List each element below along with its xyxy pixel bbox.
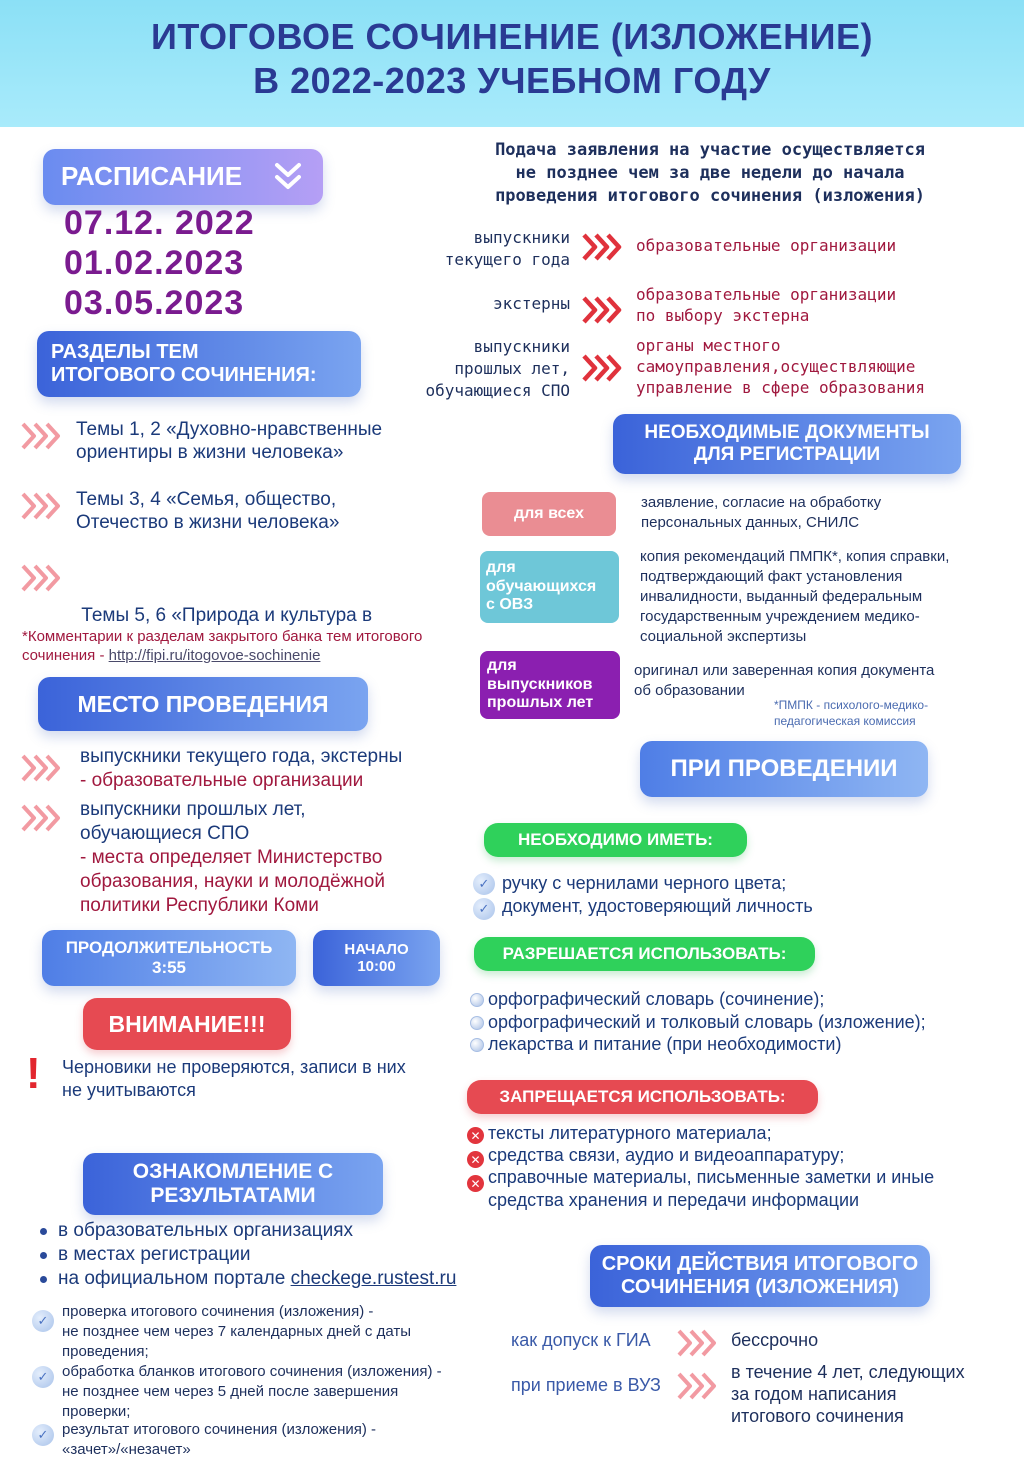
application-who-3-line-3: обучающиеся СПО bbox=[425, 381, 570, 400]
results-badge bbox=[83, 1153, 383, 1215]
validity-term-2-line-1: в течение 4 лет, следующих bbox=[731, 1362, 965, 1382]
header-banner bbox=[0, 0, 1024, 127]
results-step-3-line-1: результат итогового сочинения (изложения) - bbox=[62, 1421, 377, 1438]
validity-term-2 bbox=[731, 1361, 965, 1427]
forbidden-item-3-line-2: средства хранения и передачи информации bbox=[488, 1190, 860, 1210]
schedule-date-2: 01.02.2023 bbox=[64, 244, 245, 282]
results-label-line-1: ОЗНАКОМЛЕНИЕ С bbox=[132, 1159, 334, 1183]
doc-text-ovz-line-3: инвалидности, выданный федеральным bbox=[640, 588, 923, 605]
results-step-1 bbox=[62, 1302, 411, 1362]
application-heading-line-2: не позднее чем за две недели до начала bbox=[515, 163, 905, 183]
forbidden-item-3 bbox=[488, 1166, 934, 1212]
forbidden-item-1: тексты литературного материала; bbox=[488, 1123, 772, 1143]
circle-bullet-icon bbox=[470, 1038, 484, 1052]
pmpk-footnote-line-2: педагогическая комиссия bbox=[774, 714, 916, 728]
duration-badge bbox=[42, 930, 296, 986]
results-place-2: в местах регистрации bbox=[58, 1244, 251, 1265]
fipi-link[interactable]: http://fipi.ru/itogovoe-sochinenie bbox=[108, 647, 321, 664]
results-place-3 bbox=[58, 1267, 456, 1290]
application-where-1-line-1: образовательные организации bbox=[636, 236, 897, 255]
triple-chevron-icon bbox=[580, 229, 626, 265]
doc-text-all-line-2: персональных данных, СНИЛС bbox=[641, 514, 860, 531]
start-value: 10:00 bbox=[357, 958, 396, 975]
triple-chevron-icon bbox=[20, 560, 64, 596]
attention-label: ВНИМАНИЕ!!! bbox=[108, 1010, 266, 1037]
validity-label-line-1: СРОКИ ДЕЙСТВИЯ ИТОГОВОГО bbox=[601, 1253, 919, 1275]
results-step-2-line-2: не позднее чем через 5 дней после завершения bbox=[62, 1383, 399, 1400]
attention-badge bbox=[83, 998, 291, 1050]
circle-bullet-icon bbox=[470, 1016, 484, 1030]
doc-text-ovz-line-2: подтверждающий факт установления bbox=[640, 568, 903, 585]
application-who-2 bbox=[360, 293, 570, 315]
venue-item-2-red-3: политики Республики Коми bbox=[80, 895, 319, 916]
results-place-1: в образовательных организациях bbox=[58, 1220, 354, 1241]
venue-item-2-red-2: образования, науки и молодёжной bbox=[80, 871, 385, 892]
check-icon: ✓ bbox=[32, 1424, 54, 1446]
results-label-line-2: РЕЗУЛЬТАТАМИ bbox=[150, 1184, 316, 1207]
doc-text-all bbox=[641, 493, 881, 533]
need-item-2: документ, удостоверяющий личность bbox=[502, 896, 813, 916]
duration-value: 3:55 bbox=[151, 958, 187, 977]
application-who-1-line-1: выпускники bbox=[473, 228, 570, 247]
doc-text-ovz bbox=[640, 547, 949, 647]
venue-item-1-red: - образовательные организации bbox=[80, 770, 364, 791]
triple-chevron-icon bbox=[20, 488, 64, 524]
topics-badge bbox=[37, 331, 361, 397]
during-badge bbox=[640, 741, 928, 797]
results-step-2-line-3: проверки; bbox=[62, 1403, 131, 1420]
checkege-link[interactable]: checkege.rustest.ru bbox=[290, 1268, 457, 1289]
forbidden-item-2: средства связи, аудио и видеоаппаратуру; bbox=[488, 1145, 845, 1165]
doc-text-past-line-2: об образовании bbox=[634, 682, 745, 699]
start-badge bbox=[313, 930, 440, 986]
topic-item-2 bbox=[76, 488, 339, 534]
topic-item-2-line-2: Отечество в жизни человека» bbox=[76, 512, 340, 533]
validity-term-1: бессрочно bbox=[731, 1330, 819, 1350]
validity-case-2: при приеме в ВУЗ bbox=[511, 1375, 661, 1395]
validity-badge bbox=[590, 1245, 930, 1307]
pmpk-footnote bbox=[774, 697, 928, 729]
doc-text-past-line-1: оригинал или заверенная копия документа bbox=[634, 662, 935, 679]
venue-item-1-line-1: выпускники текущего года, экстерны bbox=[80, 746, 403, 767]
allowed-item-3: лекарства и питание (при необходимости) bbox=[488, 1034, 842, 1054]
bullet-icon bbox=[40, 1228, 47, 1235]
application-who-3-line-2: прошлых лет, bbox=[454, 359, 570, 378]
application-where-3-line-2: самоуправления,осуществляющие bbox=[636, 357, 916, 376]
documents-badge bbox=[613, 414, 961, 474]
results-step-3 bbox=[62, 1420, 376, 1459]
cross-icon: ✕ bbox=[467, 1127, 484, 1144]
results-step-2 bbox=[62, 1362, 442, 1422]
validity-label-line-2: СОЧИНЕНИЯ (ИЗЛОЖЕНИЯ) bbox=[620, 1276, 900, 1298]
doc-tag-past-line-3: прошлых лет bbox=[487, 694, 594, 712]
doc-text-ovz-line-4: государственным учреждением медико- bbox=[640, 608, 920, 625]
topic-item-1-line-1: Темы 1, 2 «Духовно-нравственные bbox=[76, 419, 383, 440]
during-label: ПРИ ПРОВЕДЕНИИ bbox=[670, 755, 898, 783]
topic-item-2-line-1: Темы 3, 4 «Семья, общество, bbox=[76, 489, 337, 510]
forbidden-badge bbox=[467, 1080, 818, 1114]
application-who-1-line-2: текущего года bbox=[444, 250, 570, 269]
triple-chevron-icon bbox=[676, 1325, 720, 1361]
topic-item-3-line-1: Темы 5, 6 «Природа и культура в bbox=[76, 605, 373, 626]
topics-label-line-1: РАЗДЕЛЫ ТЕМ bbox=[51, 341, 199, 363]
page-title-line-2: В 2022-2023 УЧЕБНОМ ГОДУ bbox=[253, 60, 771, 101]
topics-comment bbox=[22, 627, 482, 665]
allowed-item-2: орфографический и толковый словарь (изложение); bbox=[488, 1012, 926, 1032]
topic-item-1-line-2: ориентиры в жизни человека» bbox=[76, 442, 344, 463]
check-icon: ✓ bbox=[32, 1366, 54, 1388]
duration-label: ПРОДОЛЖИТЕЛЬНОСТЬ bbox=[65, 938, 273, 958]
validity-term-2-line-3: итогового сочинения bbox=[731, 1406, 904, 1426]
application-where-1 bbox=[636, 235, 896, 256]
cross-icon: ✕ bbox=[467, 1151, 484, 1168]
pmpk-footnote-line-1: *ПМПК - психолого-медико- bbox=[774, 698, 929, 712]
doc-text-ovz-line-1: копия рекомендаций ПМПК*, копия справки, bbox=[640, 548, 950, 565]
check-icon: ✓ bbox=[473, 898, 495, 920]
results-step-1-line-2: не позднее чем через 7 календарных дней с даты bbox=[62, 1323, 412, 1340]
forbidden-label: ЗАПРЕЩАЕТСЯ ИСПОЛЬЗОВАТЬ: bbox=[499, 1087, 786, 1107]
triple-chevron-icon bbox=[580, 292, 626, 328]
allowed-label: РАЗРЕШАЕТСЯ ИСПОЛЬЗОВАТЬ: bbox=[502, 944, 787, 964]
venue-item-2-red-1: - места определяет Министерство bbox=[80, 847, 383, 868]
venue-label: МЕСТО ПРОВЕДЕНИЯ bbox=[77, 690, 329, 717]
triple-chevron-icon bbox=[676, 1368, 720, 1404]
application-where-3-line-3: управление в сфере образования bbox=[636, 378, 925, 397]
results-step-1-line-1: проверка итогового сочинения (изложения) - bbox=[62, 1303, 374, 1320]
triple-chevron-icon bbox=[20, 800, 64, 836]
results-step-3-line-2: «зачет»/«незачет» bbox=[62, 1441, 191, 1458]
attention-text-line-2: не учитываются bbox=[62, 1080, 196, 1100]
validity-case-1: как допуск к ГИА bbox=[511, 1330, 651, 1350]
results-portal-prefix: на официальном портале bbox=[58, 1268, 291, 1289]
bullet-icon bbox=[40, 1252, 47, 1259]
triple-chevron-icon bbox=[20, 750, 64, 786]
application-where-3 bbox=[636, 335, 925, 398]
page-title-line-1: ИТОГОВОЕ СОЧИНЕНИЕ (ИЗЛОЖЕНИЕ) bbox=[151, 16, 873, 57]
need-badge bbox=[484, 823, 747, 857]
topics-comment-line-1: *Комментарии к разделам закрытого банка тем итогового bbox=[22, 628, 423, 645]
forbidden-item-3-line-1: справочные материалы, письменные заметки и иные bbox=[488, 1167, 935, 1187]
application-heading-line-1: Подача заявления на участие осуществляется bbox=[495, 140, 925, 160]
schedule-date-3: 03.05.2023 bbox=[64, 284, 245, 322]
double-chevron-down-icon bbox=[273, 159, 303, 195]
venue-item-1 bbox=[80, 745, 402, 793]
doc-tag-past-line-1: для bbox=[487, 657, 517, 675]
doc-tag-past bbox=[480, 651, 620, 719]
topics-comment-prefix: сочинения - bbox=[22, 647, 109, 664]
application-heading-line-3: проведения итогового сочинения (изложения) bbox=[495, 186, 925, 206]
results-step-2-line-1: обработка бланков итогового сочинения (изложения) - bbox=[62, 1363, 442, 1380]
application-who-3 bbox=[340, 336, 570, 402]
topic-item-1 bbox=[76, 418, 382, 464]
schedule-date-1: 07.12. 2022 bbox=[64, 204, 255, 242]
application-where-2-line-1: образовательные организации bbox=[636, 285, 897, 304]
doc-tag-ovz-line-1: для bbox=[486, 559, 516, 577]
application-where-2 bbox=[636, 284, 896, 326]
doc-tag-past-line-2: выпускников bbox=[487, 675, 593, 693]
schedule-label: РАСПИСАНИЕ bbox=[61, 161, 243, 192]
exclamation-icon: ! bbox=[26, 1049, 41, 1098]
cross-icon: ✕ bbox=[467, 1175, 484, 1192]
topics-label-line-2: ИТОГОВОГО СОЧИНЕНИЯ: bbox=[51, 364, 317, 386]
allowed-badge bbox=[474, 937, 815, 971]
doc-text-all-line-1: заявление, согласие на обработку bbox=[641, 494, 882, 511]
venue-item-2-line-1: выпускники прошлых лет, bbox=[80, 799, 306, 820]
doc-tag-ovz-line-2: обучающихся bbox=[486, 577, 597, 595]
validity-term-2-line-2: за годом написания bbox=[731, 1384, 897, 1404]
start-label: НАЧАЛО bbox=[344, 940, 409, 958]
attention-text bbox=[62, 1056, 406, 1102]
venue-item-2 bbox=[80, 798, 385, 918]
check-icon: ✓ bbox=[32, 1310, 54, 1332]
application-heading bbox=[410, 139, 1010, 208]
application-where-3-line-1: органы местного bbox=[636, 336, 781, 355]
application-who-3-line-1: выпускники bbox=[473, 337, 570, 356]
application-where-2-line-2: по выбору экстерна bbox=[636, 306, 810, 325]
doc-tag-all-label: для всех bbox=[513, 504, 585, 522]
venue-item-2-line-2: обучающиеся СПО bbox=[80, 823, 250, 844]
circle-bullet-icon bbox=[470, 993, 484, 1007]
doc-tag-ovz-line-3: с ОВЗ bbox=[486, 596, 534, 614]
triple-chevron-icon bbox=[580, 350, 626, 386]
doc-tag-all bbox=[482, 492, 616, 536]
results-step-1-line-3: проведения; bbox=[62, 1343, 149, 1360]
triple-chevron-icon bbox=[20, 418, 64, 454]
attention-text-line-1: Черновики не проверяются, записи в них bbox=[62, 1057, 406, 1077]
bullet-icon bbox=[40, 1276, 47, 1283]
need-label: НЕОБХОДИМО ИМЕТЬ: bbox=[518, 830, 713, 850]
venue-badge bbox=[38, 677, 368, 731]
doc-tag-ovz bbox=[480, 551, 619, 623]
application-who-2-line-1: экстерны bbox=[492, 294, 570, 313]
doc-text-past bbox=[634, 661, 934, 701]
allowed-item-1: орфографический словарь (сочинение); bbox=[488, 989, 825, 1009]
documents-label-line-1: НЕОБХОДИМЫЕ ДОКУМЕНТЫ bbox=[644, 422, 930, 444]
check-icon: ✓ bbox=[473, 873, 495, 895]
application-who-1 bbox=[360, 227, 570, 271]
documents-label-line-2: ДЛЯ РЕГИСТРАЦИИ bbox=[693, 444, 881, 465]
schedule-badge bbox=[43, 149, 323, 205]
need-item-1: ручку с чернилами черного цвета; bbox=[502, 873, 787, 893]
doc-text-ovz-line-5: социальной экспертизы bbox=[640, 628, 807, 645]
